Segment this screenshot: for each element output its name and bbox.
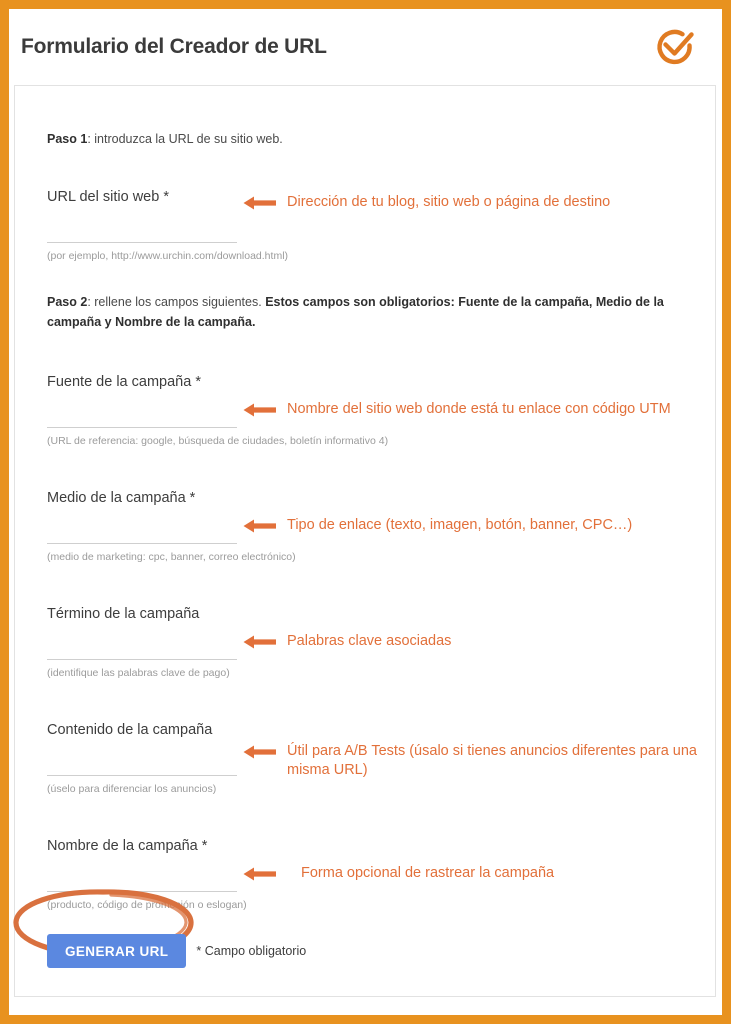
field-label: URL del sitio web * (47, 189, 169, 206)
step-1-note (15, 130, 705, 149)
annotation-termino-campana (243, 632, 451, 651)
annotation-text: Palabras clave asociadas (287, 633, 452, 650)
arrow-left-icon (243, 744, 277, 760)
form-footer (47, 934, 306, 968)
field-label: Término de la campaña (47, 606, 200, 623)
arrow-left-icon (243, 634, 277, 650)
step-2-prefix: Paso 2 (47, 295, 88, 310)
annotation-medio-campana (243, 516, 632, 535)
annotation-text: Dirección de tu blog, sitio web o página de destino (287, 194, 611, 211)
field-hint: (identifique las palabras clave de pago) (47, 666, 230, 679)
fuente-campana-input[interactable] (47, 410, 237, 428)
orange-check-circle-logo-icon (652, 24, 698, 70)
field-fuente-campana (15, 374, 715, 448)
termino-campana-input[interactable] (47, 642, 237, 660)
annotation-nombre-campana (243, 864, 554, 883)
field-hint: (producto, código de promoción o eslogan) (47, 898, 247, 911)
field-hint: (medio de marketing: cpc, banner, correo electrónico) (47, 550, 296, 563)
step-1-prefix: Paso 1 (47, 132, 88, 146)
medio-campana-input[interactable] (47, 526, 237, 544)
annotation-fuente-campana (243, 400, 671, 419)
form-card (14, 85, 716, 997)
page-title: Formulario del Creador de URL (21, 35, 327, 58)
field-label: Medio de la campaña * (47, 490, 196, 507)
step-2-bold: Estos campos son obligatorios: Fuente de la campaña, Medio de la campaña y Nombre de la campaña. (47, 295, 664, 329)
contenido-campana-input[interactable] (47, 758, 237, 776)
step-2-note (15, 293, 705, 332)
annotation-text: Nombre del sitio web donde está tu enlace con código UTM (287, 401, 671, 418)
field-medio-campana (15, 490, 715, 564)
step-2-text: : rellene los campos siguientes. (87, 295, 266, 310)
required-field-note: * Campo obligatorio (196, 944, 307, 958)
field-hint: (úselo para diferenciar los anuncios) (47, 782, 217, 795)
annotation-contenido-campana (243, 742, 715, 779)
annotation-text: Útil para A/B Tests (úsalo si tienes anuncios diferentes para una misma URL) (287, 743, 697, 778)
arrow-left-icon (243, 518, 277, 534)
field-nombre-campana (15, 838, 715, 912)
field-hint: (URL de referencia: google, búsqueda de ciudades, boletín informativo 4) (47, 434, 389, 447)
field-contenido-campana (15, 722, 715, 796)
annotation-text: Tipo de enlace (texto, imagen, botón, banner, CPC…) (287, 517, 633, 534)
field-label: Fuente de la campaña * (47, 374, 201, 391)
generar-url-button[interactable]: GENERAR URL (47, 934, 186, 968)
field-termino-campana (15, 606, 715, 680)
arrow-left-icon (243, 866, 277, 882)
field-hint: (por ejemplo, http://www.urchin.com/download.html) (47, 249, 289, 262)
nombre-campana-input[interactable] (47, 874, 237, 892)
field-url-sitio-web (15, 189, 715, 263)
annotation-text: Forma opcional de rastrear la campaña (301, 865, 555, 882)
field-label: Nombre de la campaña * (47, 838, 208, 855)
arrow-left-icon (243, 402, 277, 418)
step-1-text: : introduzca la URL de su sitio web. (87, 132, 283, 146)
field-label: Contenido de la campaña (47, 722, 213, 739)
url-sitio-web-input[interactable] (47, 225, 237, 243)
page-header (9, 9, 722, 85)
